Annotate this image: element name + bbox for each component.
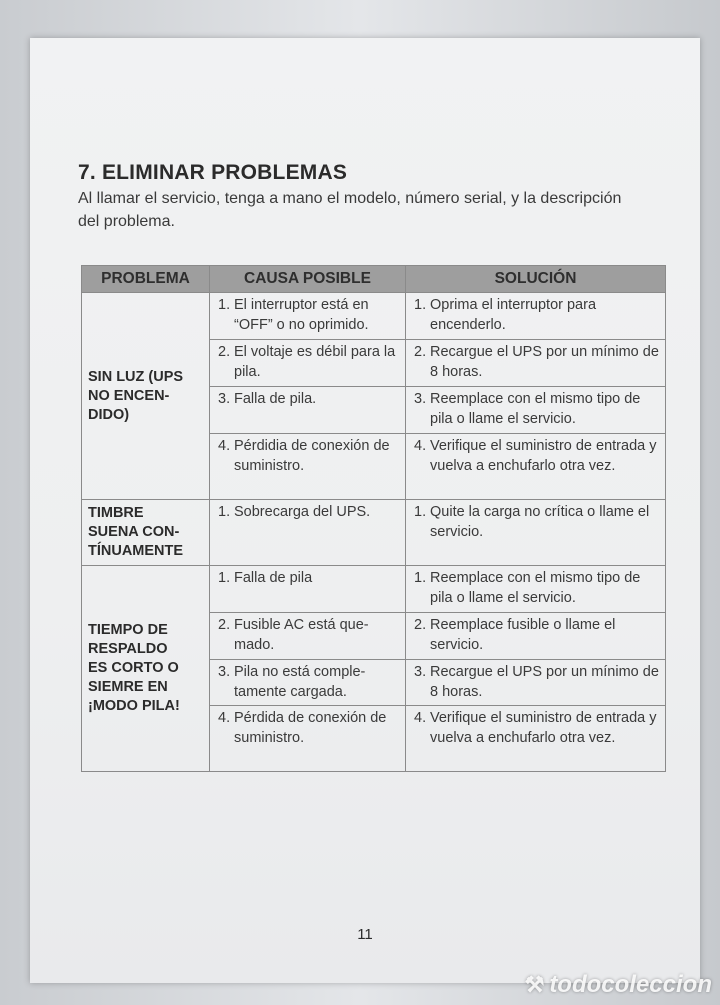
solution-text: Verifique el suministro de entrada y vuelva a enchufarlo otra vez. bbox=[430, 710, 657, 746]
section-title: 7. ELIMINAR PROBLEMAS bbox=[78, 161, 348, 184]
watermark bbox=[525, 971, 712, 999]
problem-cell bbox=[82, 500, 210, 566]
cause-number: 2. bbox=[218, 344, 231, 360]
problem-line: ¡MODO PILA! bbox=[88, 698, 180, 714]
watermark-text: todocoleccion bbox=[549, 971, 712, 998]
solution-number: 2. bbox=[414, 344, 427, 360]
header-solution: SOLUCIÓN bbox=[406, 266, 666, 293]
manual-page bbox=[30, 38, 700, 983]
solution-cell bbox=[406, 293, 666, 340]
problem-cell bbox=[82, 566, 210, 772]
problem-line: TIEMPO DE bbox=[88, 622, 168, 638]
solution-text: Recargue el UPS por un mínimo de 8 horas. bbox=[430, 344, 659, 380]
cause-text: Pérdidia de conexión de suministro. bbox=[234, 438, 390, 474]
solution-cell bbox=[406, 434, 666, 500]
cause-text: Pérdida de conexión de suministro. bbox=[234, 710, 387, 746]
solution-text: Reemplace con el mismo tipo de pila o llame el servicio. bbox=[430, 570, 641, 606]
table-header-row bbox=[82, 266, 666, 293]
cause-text: El interruptor está en “OFF” o no oprimido. bbox=[234, 297, 369, 333]
problem-line: SIEMRE EN bbox=[88, 679, 168, 695]
solution-cell bbox=[406, 566, 666, 613]
solution-cell bbox=[406, 340, 666, 387]
cause-cell bbox=[210, 387, 406, 434]
problem-line: DIDO) bbox=[88, 406, 130, 423]
solution-text: Recargue el UPS por un mínimo de 8 horas. bbox=[430, 664, 659, 700]
hammer-icon: ⚒ bbox=[524, 972, 545, 997]
cause-number: 3. bbox=[218, 391, 231, 407]
problem-cell bbox=[82, 293, 210, 500]
problem-line: SUENA CON- bbox=[88, 524, 180, 540]
solution-text: Quite la carga no crítica o llame el servicio. bbox=[430, 504, 650, 540]
problem-line: TIMBRE bbox=[88, 505, 144, 521]
header-problem: PROBLEMA bbox=[82, 266, 210, 293]
solution-cell bbox=[406, 387, 666, 434]
solution-number: 1. bbox=[414, 570, 427, 586]
cause-cell bbox=[210, 660, 406, 706]
troubleshooting-table bbox=[81, 265, 666, 772]
cause-number: 2. bbox=[218, 617, 231, 633]
cause-text: El voltaje es débil para la pila. bbox=[234, 344, 396, 380]
cause-cell bbox=[210, 293, 406, 340]
solution-cell bbox=[406, 706, 666, 772]
cause-text: Falla de pila. bbox=[234, 391, 317, 407]
cause-number: 4. bbox=[218, 438, 231, 454]
cause-text: Fusible AC está que-mado. bbox=[234, 617, 369, 653]
cause-text: Falla de pila bbox=[234, 570, 313, 586]
cause-number: 1. bbox=[218, 570, 231, 586]
cause-text: Sobrecarga del UPS. bbox=[234, 504, 371, 520]
cause-cell bbox=[210, 500, 406, 566]
solution-cell bbox=[406, 660, 666, 706]
solution-number: 3. bbox=[414, 664, 427, 680]
problem-line: NO ENCEN- bbox=[88, 387, 170, 404]
solution-cell bbox=[406, 500, 666, 566]
table-row bbox=[82, 293, 666, 340]
table-row bbox=[82, 566, 666, 613]
table-row bbox=[82, 500, 666, 566]
cause-cell bbox=[210, 706, 406, 772]
cause-text: Pila no está comple-tamente cargada. bbox=[234, 664, 366, 700]
cause-cell bbox=[210, 434, 406, 500]
solution-text: Reemplace con el mismo tipo de pila o llame el servicio. bbox=[430, 391, 641, 427]
solution-text: Oprima el interruptor para encenderlo. bbox=[430, 297, 597, 333]
intro-paragraph: Al llamar el servicio, tenga a mano el modelo, número serial, y la descripción del problema. bbox=[78, 190, 622, 230]
problem-line: TÍNUAMENTE bbox=[88, 543, 184, 559]
header-cause: CAUSA POSIBLE bbox=[210, 266, 406, 293]
cause-number: 3. bbox=[218, 664, 231, 680]
solution-cell bbox=[406, 613, 666, 660]
cause-number: 1. bbox=[218, 297, 231, 313]
solution-text: Verifique el suministro de entrada y vuelva a enchufarlo otra vez. bbox=[430, 438, 657, 474]
cause-cell bbox=[210, 566, 406, 613]
problem-line: SIN LUZ (UPS bbox=[88, 368, 184, 385]
solution-number: 4. bbox=[414, 710, 427, 726]
solution-number: 1. bbox=[414, 504, 427, 520]
solution-number: 2. bbox=[414, 617, 427, 633]
problem-line: RESPALDO bbox=[88, 641, 168, 657]
cause-cell bbox=[210, 613, 406, 660]
cause-number: 4. bbox=[218, 710, 231, 726]
solution-text: Reemplace fusible o llame el servicio. bbox=[430, 617, 616, 653]
solution-number: 4. bbox=[414, 438, 427, 454]
page-number: 11 bbox=[357, 926, 373, 943]
problem-line: ES CORTO O bbox=[88, 660, 179, 676]
cause-number: 1. bbox=[218, 504, 231, 520]
cause-cell bbox=[210, 340, 406, 387]
solution-number: 3. bbox=[414, 391, 427, 407]
solution-number: 1. bbox=[414, 297, 427, 313]
